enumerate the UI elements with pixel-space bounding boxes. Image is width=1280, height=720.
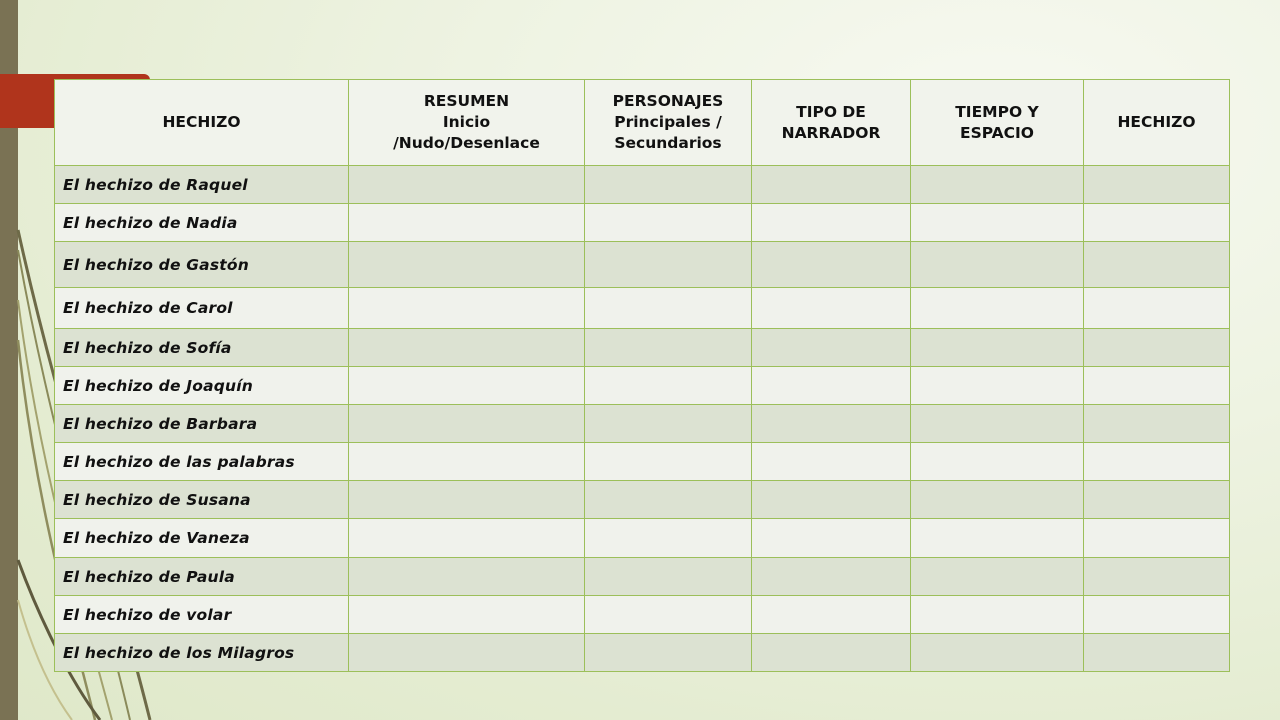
empty-cell[interactable] [349,596,585,634]
table-body [55,166,1230,672]
empty-cell[interactable] [1084,596,1230,634]
row-label: El hechizo de Vaneza [55,519,349,558]
empty-cell[interactable] [1084,558,1230,596]
row-label: El hechizo de volar [55,596,349,634]
empty-cell[interactable] [911,596,1084,634]
empty-cell[interactable] [752,558,911,596]
header-personajes [585,80,752,166]
header-line: RESUMEN [423,92,510,110]
empty-cell[interactable] [752,242,911,288]
empty-cell[interactable] [349,519,585,558]
table-row [55,288,1230,329]
empty-cell[interactable] [1084,204,1230,242]
header-line: Inicio [442,113,491,131]
table-row [55,634,1230,672]
empty-cell[interactable] [911,405,1084,443]
row-label: El hechizo de Carol [55,288,349,329]
table-row [55,596,1230,634]
header-hechizo [55,80,349,166]
empty-cell[interactable] [1084,405,1230,443]
table-row [55,519,1230,558]
empty-cell[interactable] [911,288,1084,329]
row-label: El hechizo de Susana [55,481,349,519]
empty-cell[interactable] [752,288,911,329]
empty-cell[interactable] [911,634,1084,672]
header-line: /Nudo/Desenlace [393,134,540,152]
empty-cell[interactable] [349,405,585,443]
empty-cell[interactable] [752,204,911,242]
row-label: El hechizo de Joaquín [55,367,349,405]
empty-cell[interactable] [585,329,752,367]
table-row [55,367,1230,405]
empty-cell[interactable] [911,443,1084,481]
row-label: El hechizo de Sofía [55,329,349,367]
empty-cell[interactable] [585,242,752,288]
header-line: PERSONAJES [612,92,724,110]
row-label: El hechizo de Barbara [55,405,349,443]
empty-cell[interactable] [585,634,752,672]
empty-cell[interactable] [1084,634,1230,672]
empty-cell[interactable] [349,634,585,672]
header-line: TIEMPO Y [955,102,1039,121]
empty-cell[interactable] [911,329,1084,367]
empty-cell[interactable] [752,596,911,634]
table-row [55,405,1230,443]
empty-cell[interactable] [752,443,911,481]
empty-cell[interactable] [1084,367,1230,405]
empty-cell[interactable] [911,204,1084,242]
empty-cell[interactable] [349,367,585,405]
spell-table [54,79,1230,672]
empty-cell[interactable] [585,558,752,596]
header-line: HECHIZO [1117,113,1196,131]
empty-cell[interactable] [752,329,911,367]
header-line: Secundarios [614,134,722,152]
empty-cell[interactable] [1084,242,1230,288]
empty-cell[interactable] [752,405,911,443]
empty-cell[interactable] [1084,443,1230,481]
empty-cell[interactable] [585,405,752,443]
empty-cell[interactable] [752,481,911,519]
header-tipo-narrador [752,80,911,166]
header-hechizo-2 [1084,80,1230,166]
row-label: El hechizo de las palabras [55,443,349,481]
empty-cell[interactable] [911,481,1084,519]
table-row [55,443,1230,481]
empty-cell[interactable] [1084,288,1230,329]
empty-cell[interactable] [585,443,752,481]
empty-cell[interactable] [1084,519,1230,558]
empty-cell[interactable] [585,519,752,558]
empty-cell[interactable] [585,288,752,329]
header-row [55,80,1230,166]
empty-cell[interactable] [349,166,585,204]
empty-cell[interactable] [752,519,911,558]
empty-cell[interactable] [585,166,752,204]
empty-cell[interactable] [911,367,1084,405]
table-row [55,242,1230,288]
empty-cell[interactable] [1084,481,1230,519]
table-row [55,204,1230,242]
header-line: NARRADOR [781,123,881,142]
empty-cell[interactable] [349,443,585,481]
table-row [55,166,1230,204]
header-line: ESPACIO [959,123,1034,142]
empty-cell[interactable] [1084,166,1230,204]
empty-cell[interactable] [911,166,1084,204]
empty-cell[interactable] [911,242,1084,288]
empty-cell[interactable] [752,367,911,405]
empty-cell[interactable] [911,519,1084,558]
empty-cell[interactable] [585,481,752,519]
empty-cell[interactable] [1084,329,1230,367]
empty-cell[interactable] [349,242,585,288]
header-line: Principales / [614,113,722,131]
empty-cell[interactable] [349,558,585,596]
row-label: El hechizo de Nadia [55,204,349,242]
header-line: TIPO DE [796,102,866,121]
row-label: El hechizo de los Milagros [55,634,349,672]
row-label: El hechizo de Gastón [55,242,349,288]
row-label: El hechizo de Raquel [55,166,349,204]
empty-cell[interactable] [911,558,1084,596]
header-line: HECHIZO [162,113,241,131]
empty-cell[interactable] [349,204,585,242]
header-resumen [349,80,585,166]
empty-cell[interactable] [752,634,911,672]
table-row [55,481,1230,519]
empty-cell[interactable] [349,481,585,519]
empty-cell[interactable] [585,596,752,634]
header-tiempo-espacio [911,80,1084,166]
empty-cell[interactable] [349,329,585,367]
empty-cell[interactable] [585,204,752,242]
empty-cell[interactable] [752,166,911,204]
empty-cell[interactable] [585,367,752,405]
row-label: El hechizo de Paula [55,558,349,596]
table-row [55,329,1230,367]
empty-cell[interactable] [349,288,585,329]
table-row [55,558,1230,596]
